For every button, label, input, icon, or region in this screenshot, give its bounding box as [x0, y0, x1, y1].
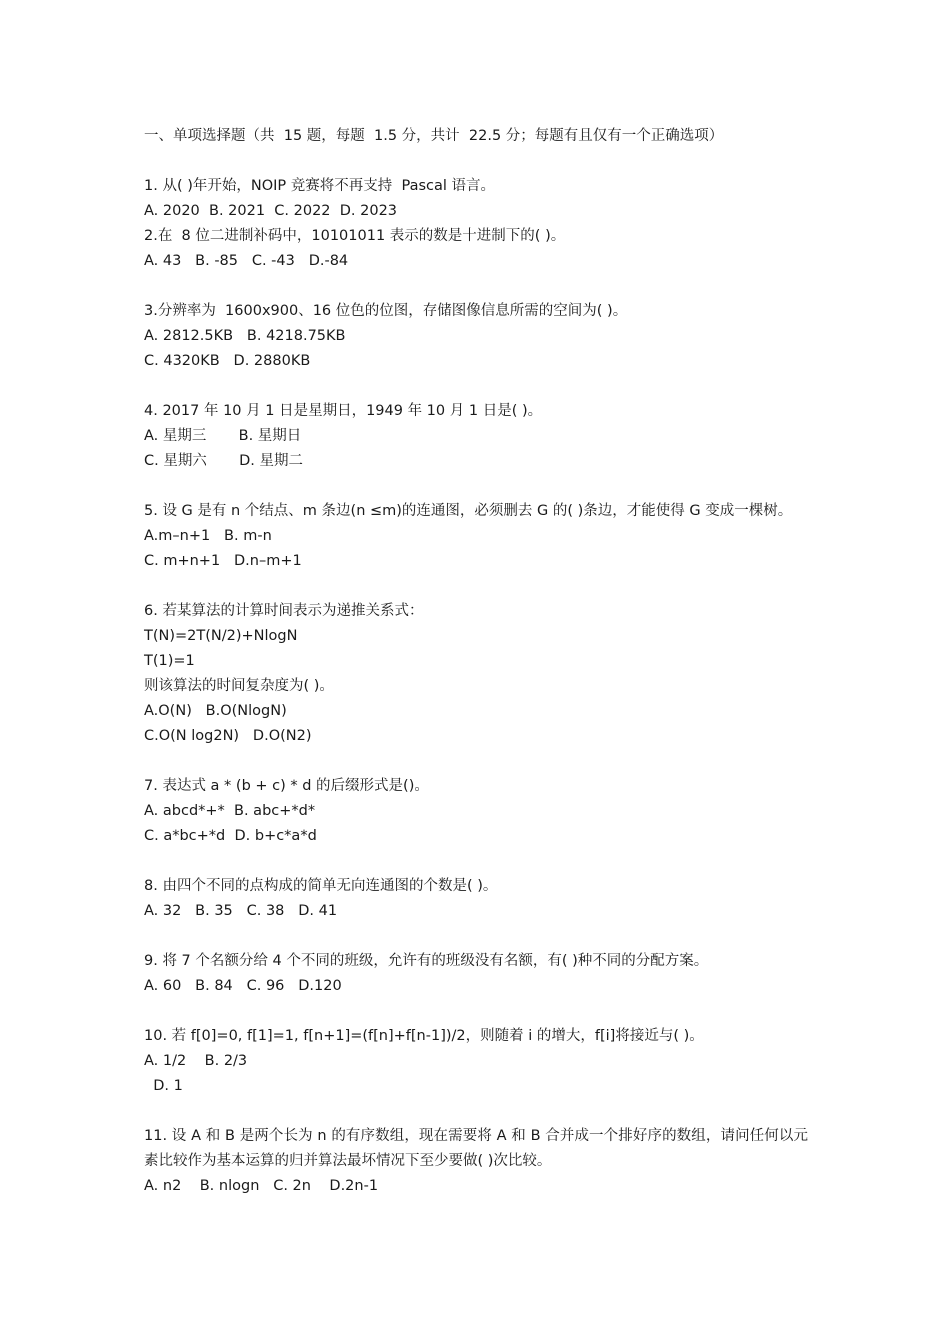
question-stem: 9. 将 7 个名额分给 4 个不同的班级，允许有的班级没有名额，有( )种不同的分配方案。	[144, 953, 709, 969]
question-stem: 7. 表达式 a * (b + c) * d 的后缀形式是()。	[144, 778, 429, 794]
question-options: C. a*bc+*d D. b+c*a*d	[144, 828, 317, 844]
blank-line	[144, 374, 808, 399]
blank-line	[144, 274, 808, 299]
question-options: C.O(N log2N) D.O(N2)	[144, 728, 312, 744]
blank-line	[144, 849, 808, 874]
question-options: A. abcd*+* B. abc+*d*	[144, 803, 316, 819]
question-stem: 3.分辨率为 1600x900、16 位色的位图，存储图像信息所需的空间为( )。	[144, 303, 628, 319]
blank-line	[144, 924, 808, 949]
blank-line	[144, 749, 808, 774]
question-options: A. 2812.5KB B. 4218.75KB	[144, 328, 346, 344]
question-options: A. 1/2 B. 2/3	[144, 1053, 248, 1069]
question-options: C. 星期六 D. 星期二	[144, 453, 303, 469]
blank-line	[144, 574, 808, 599]
question-options: A.O(N) B.O(NlogN)	[144, 703, 287, 719]
question-stem: 8. 由四个不同的点构成的简单无向连通图的个数是( )。	[144, 878, 498, 894]
section-title: 一、单项选择题（共 15 题，每题 1.5 分，共计 22.5 分；每题有且仅有一个正确选项）	[144, 128, 724, 144]
question-formula: T(1)=1	[144, 653, 195, 669]
question-text: 则该算法的时间复杂度为( )。	[144, 678, 334, 694]
question-options: C. m+n+1 D.n–m+1	[144, 553, 302, 569]
blank-line	[144, 474, 808, 499]
question-stem: 2.在 8 位二进制补码中，10101011 表示的数是十进制下的( )。	[144, 228, 566, 244]
blank-line	[144, 149, 808, 174]
question-options: D. 1	[144, 1078, 183, 1094]
question-stem: 1. 从( )年开始，NOIP 竞赛将不再支持 Pascal 语言。	[144, 178, 496, 194]
question-options: A. n2 B. nlogn C. 2n D.2n-1	[144, 1178, 379, 1194]
question-options: A. 60 B. 84 C. 96 D.120	[144, 978, 342, 994]
question-options: A. 星期三 B. 星期日	[144, 428, 302, 444]
document-content	[144, 124, 808, 1199]
question-stem: 5. 设 G 是有 n 个结点、m 条边(n ≤m)的连通图，必须删去 G 的( )条边，才能使得 G 变成一棵树。	[144, 503, 793, 519]
question-options: C. 4320KB D. 2880KB	[144, 353, 311, 369]
blank-line	[144, 999, 808, 1024]
question-options: A. 32 B. 35 C. 38 D. 41	[144, 903, 338, 919]
question-options: A.m–n+1 B. m-n	[144, 528, 272, 544]
question-formula: T(N)=2T(N/2)+NlogN	[144, 628, 298, 644]
question-options: A. 2020 B. 2021 C. 2022 D. 2023	[144, 203, 398, 219]
blank-line	[144, 1099, 808, 1124]
question-stem: 6. 若某算法的计算时间表示为递推关系式：	[144, 603, 424, 619]
question-stem: 10. 若 f[0]=0, f[1]=1, f[n+1]=(f[n]+f[n-1])/2，则随着 i 的增大，f[i]将接近与( )。	[144, 1028, 704, 1044]
question-stem: 11. 设 A 和 B 是两个长为 n 的有序数组，现在需要将 A 和 B 合并成一个排好序的数组，请问任何以元素比较作为基本运算的归并算法最坏情况下至少要做( )次比较。	[144, 1128, 808, 1169]
question-stem: 4. 2017 年 10 月 1 日是星期日，1949 年 10 月 1 日是( )。	[144, 403, 543, 419]
question-options: A. 43 B. -85 C. -43 D.-84	[144, 253, 349, 269]
